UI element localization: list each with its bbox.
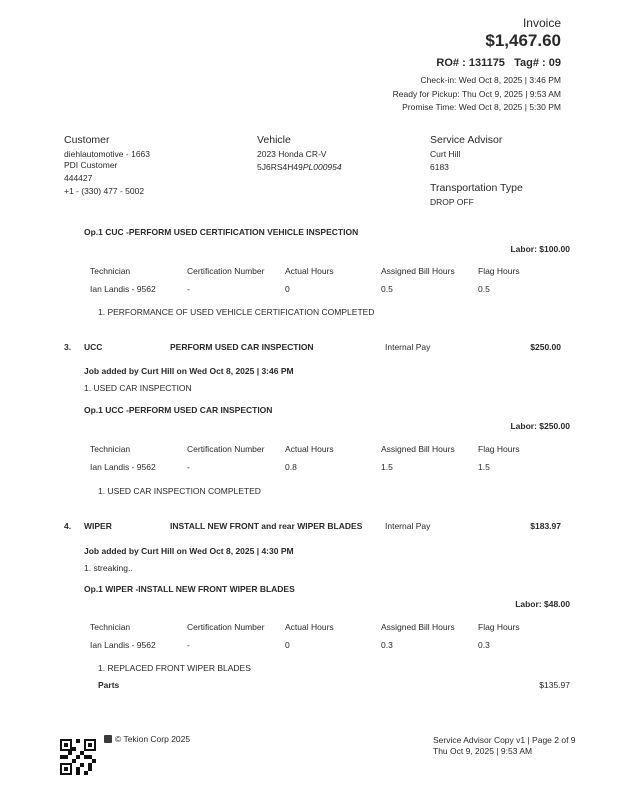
service-advisor-number: 6183 [430,162,449,172]
invoice-label: Invoice [522,16,561,30]
certification-number: - [187,640,190,650]
th-technician: Technician [90,444,131,454]
th-assigned-hours: Assigned Bill Hours [381,444,455,454]
job-pay-type: Internal Pay [385,521,431,531]
th-flag-hours: Flag Hours [478,266,520,276]
vin-suffix: PL000954 [302,162,342,172]
customer-heading: Customer [64,134,110,146]
actual-hours: 0 [285,284,290,294]
job-amount: $250.00 [530,342,561,352]
th-technician: Technician [90,622,131,632]
job-concern: 1. USED CAR INSPECTION [84,383,192,393]
service-advisor-name: Curt Hill [430,149,461,159]
qr-code-icon [60,739,96,775]
th-flag-hours: Flag Hours [478,444,520,454]
th-flag-hours: Flag Hours [478,622,520,632]
actual-hours: 0.8 [285,462,297,472]
th-technician: Technician [90,266,131,276]
op-title: Op.1 CUC -PERFORM USED CERTIFICATION VEHICLE INSPECTION [84,227,359,237]
job-description: PERFORM USED CAR INSPECTION [170,342,314,352]
transportation-type-value: DROP OFF [430,197,474,207]
labor-amount: Labor: $48.00 [515,599,570,609]
technician-name: Ian Landis - 9562 [90,284,156,294]
job-number: 4. [64,521,72,531]
labor-amount: Labor: $100.00 [510,244,570,254]
flag-hours: 0.3 [478,640,490,650]
vehicle-heading: Vehicle [257,134,291,146]
certification-number: - [187,462,190,472]
op-note: 1. REPLACED FRONT WIPER BLADES [98,663,251,673]
invoice-total: $1,467.60 [485,31,561,50]
th-assigned-hours: Assigned Bill Hours [381,266,455,276]
th-certification: Certification Number [187,266,265,276]
th-assigned-hours: Assigned Bill Hours [381,622,455,632]
flag-hours: 0.5 [478,284,490,294]
technician-name: Ian Landis - 9562 [90,462,156,472]
footer-date: Thu Oct 9, 2025 | 9:53 AM [433,746,533,756]
tag-label: Tag# : [514,57,546,69]
job-added-by: Job added by Curt Hill on Wed Oct 8, 2025 | 4:30 PM [84,546,294,556]
customer-name: diehlautomotive - 1663 [64,149,151,159]
tag-number: 09 [548,57,561,69]
footer-copyright: © Tekion Corp 2025 [115,734,191,744]
customer-phone: +1 - (330) 477 - 5002 [64,186,145,196]
vin-prefix: 5J6RS4H49 [257,162,303,172]
checkin-time: Check-in: Wed Oct 8, 2025 | 3:46 PM [420,75,561,85]
labor-amount: Labor: $250.00 [510,421,570,431]
certification-number: - [187,284,190,294]
job-concern: 1. streaking.. [84,563,133,573]
actual-hours: 0 [285,640,290,650]
promise-time: Promise Time: Wed Oct 8, 2025 | 5:30 PM [402,102,561,112]
th-certification: Certification Number [187,622,265,632]
job-code: UCC [84,342,103,352]
job-code: WIPER [84,521,112,531]
flag-hours: 1.5 [478,462,490,472]
ro-tag-line [436,57,561,69]
footer-copy-info: Service Advisor Copy v1 | Page 2 of 9 [433,735,576,745]
job-pay-type: Internal Pay [385,342,431,352]
vehicle-model: 2023 Honda CR-V [257,149,327,159]
job-added-by: Job added by Curt Hill on Wed Oct 8, 2025 | 3:46 PM [84,366,294,376]
tekion-logo-icon [104,735,112,743]
parts-amount: $135.97 [539,680,570,690]
ready-for-pickup-time: Ready for Pickup: Thu Oct 9, 2025 | 9:53 AM [392,89,561,99]
job-amount: $183.97 [530,521,561,531]
th-actual-hours: Actual Hours [285,444,334,454]
transportation-type-heading: Transportation Type [430,182,523,194]
service-advisor-heading: Service Advisor [430,134,503,146]
job-description: INSTALL NEW FRONT and rear WIPER BLADES [170,521,363,531]
customer-type: PDI Customer [64,160,118,170]
assigned-hours: 0.3 [381,640,393,650]
customer-id: 444427 [64,173,93,183]
assigned-hours: 1.5 [381,462,393,472]
ro-number: 131175 [468,57,505,69]
op-note: 1. PERFORMANCE OF USED VEHICLE CERTIFICATION COMPLETED [98,307,375,317]
parts-label: Parts [98,680,120,690]
th-actual-hours: Actual Hours [285,266,334,276]
technician-name: Ian Landis - 9562 [90,640,156,650]
op-title: Op.1 UCC -PERFORM USED CAR INSPECTION [84,405,273,415]
th-actual-hours: Actual Hours [285,622,334,632]
vehicle-vin [257,162,342,172]
th-certification: Certification Number [187,444,265,454]
assigned-hours: 0.5 [381,284,393,294]
op-note: 1. USED CAR INSPECTION COMPLETED [98,486,261,496]
job-number: 3. [64,342,72,352]
op-title: Op.1 WIPER -INSTALL NEW FRONT WIPER BLADES [84,584,295,594]
ro-label: RO# : [436,57,466,69]
